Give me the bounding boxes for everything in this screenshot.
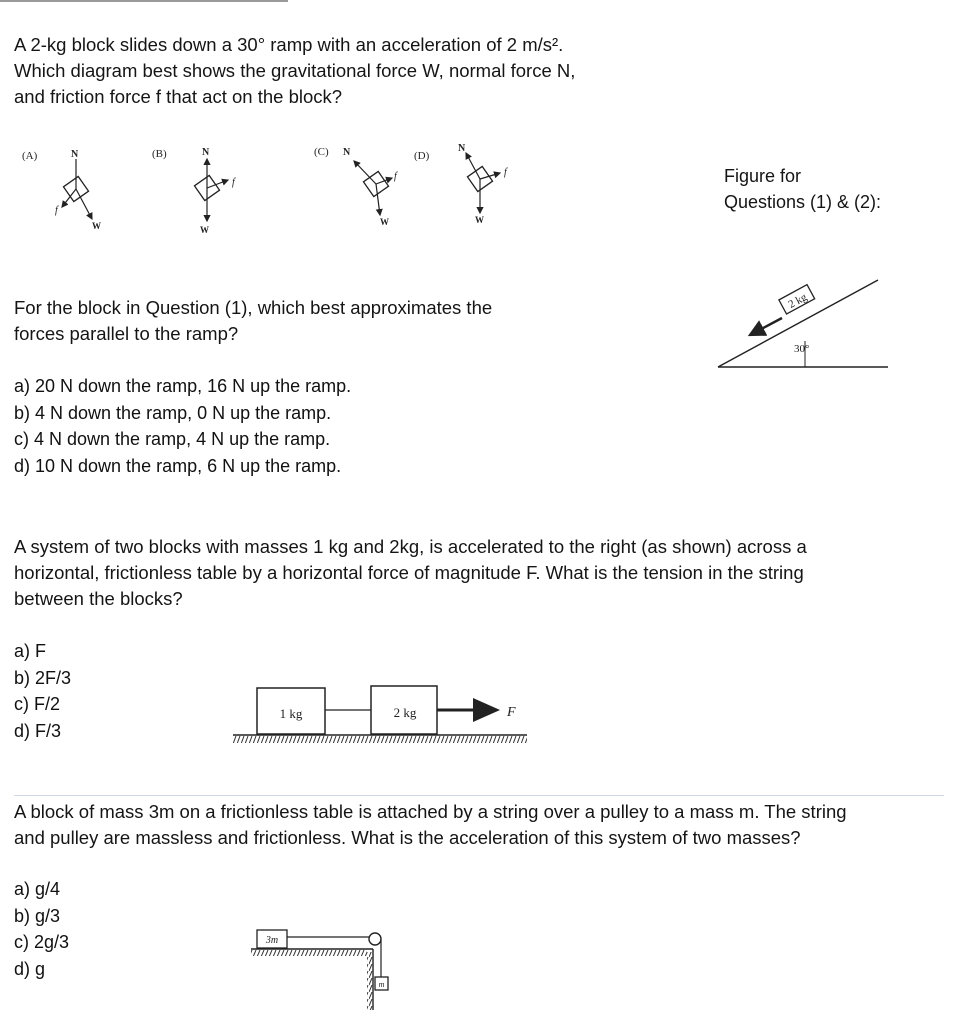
pulley-figure <box>245 922 405 1012</box>
option-b[interactable]: b) g/3 <box>14 905 61 926</box>
question-1-line: and friction force f that act on the block? <box>14 86 343 107</box>
diagram-c-letter: (C) <box>314 146 329 158</box>
ramp-block-mass: 2 kg <box>786 291 810 311</box>
table-hatching <box>251 950 367 956</box>
figure-caption-line: Figure for <box>724 166 802 186</box>
block-3m-label: 3m <box>265 935 279 946</box>
question-2-line: For the block in Question (1), which best approximates the <box>14 297 493 318</box>
option-c[interactable]: c) 2g/3 <box>14 932 70 952</box>
diagram-b-w-label: W <box>200 225 209 235</box>
pulley-wheel <box>369 933 381 945</box>
diagram-c <box>314 146 398 227</box>
option-b[interactable]: b) 4 N down the ramp, 0 N up the ramp. <box>14 402 332 423</box>
question-4-options <box>14 876 69 982</box>
table-hatching <box>233 736 527 743</box>
question-3-options <box>14 638 71 744</box>
question-4 <box>14 799 949 851</box>
diagram-a <box>22 149 101 231</box>
diagram-d <box>414 143 508 225</box>
option-c[interactable]: c) 4 N down the ramp, 4 N up the ramp. <box>14 429 331 449</box>
block-2kg-label: 2 kg <box>393 705 417 720</box>
question-4-line: A block of mass 3m on a frictionless table is attached by a string over a pulley to a mass m. The string <box>14 801 847 822</box>
ramp-acceleration-arrow <box>750 318 782 335</box>
diagram-d-w-label: W <box>475 215 484 225</box>
option-d[interactable]: d) g <box>14 958 46 979</box>
question-3-line: between the blocks? <box>14 588 183 609</box>
option-a[interactable]: a) F <box>14 641 47 661</box>
diagram-b-n-label: N <box>202 147 210 158</box>
two-block-figure <box>225 680 535 750</box>
question-3-line: A system of two blocks with masses 1 kg and 2kg, is accelerated to the right (as shown) across a <box>14 536 807 557</box>
diagram-a-weight-arrow <box>76 189 92 219</box>
question-1-line: A 2-kg block slides down a 30° ramp with an acceleration of 2 m/s². <box>14 34 564 55</box>
question-2-options <box>14 373 351 479</box>
question-2 <box>14 295 634 347</box>
question-2-line: forces parallel to the ramp? <box>14 323 239 344</box>
option-a[interactable]: a) g/4 <box>14 879 61 899</box>
diagram-d-letter: (D) <box>414 150 430 162</box>
question-1-line: Which diagram best shows the gravitational force W, normal force N, <box>14 60 576 81</box>
diagram-d-f-label: f <box>504 167 507 178</box>
question-3-line: horizontal, frictionless table by a horizontal force of magnitude F. What is the tension in the string <box>14 562 804 583</box>
table-leg-hatching <box>367 952 373 1010</box>
option-d[interactable]: d) F/3 <box>14 720 62 741</box>
diagram-a-f-label: f <box>55 205 58 216</box>
diagram-b <box>152 147 236 235</box>
diagram-c-w-label: W <box>380 217 389 227</box>
question-3 <box>14 534 944 612</box>
hanging-block-label: m <box>378 980 385 989</box>
question-4-line: and pulley are massless and frictionless. What is the acceleration of this system of two masses? <box>14 827 801 848</box>
option-d[interactable]: d) 10 N down the ramp, 6 N up the ramp. <box>14 455 342 476</box>
block-1kg-label: 1 kg <box>279 706 303 721</box>
option-b[interactable]: b) 2F/3 <box>14 667 72 688</box>
option-c[interactable]: c) F/2 <box>14 694 61 714</box>
diagram-d-n-label: N <box>458 143 466 154</box>
diagram-c-n-label: N <box>343 147 351 158</box>
option-a[interactable]: a) 20 N down the ramp, 16 N up the ramp. <box>14 376 352 396</box>
diagram-c-weight-arrow <box>376 184 380 215</box>
ramp-angle-label: 30° <box>794 343 810 355</box>
separator <box>14 795 944 796</box>
free-body-diagrams <box>0 135 560 245</box>
question-1 <box>14 32 714 110</box>
figure-caption <box>724 163 881 215</box>
diagram-d-normal-arrow <box>466 153 480 179</box>
diagram-a-friction-arrow <box>62 189 76 207</box>
diagram-b-f-label: f <box>232 177 235 188</box>
applied-force-label: F <box>507 705 516 720</box>
top-rule <box>0 0 288 2</box>
figure-caption-line: Questions (1) & (2): <box>724 192 882 212</box>
diagram-b-letter: (B) <box>152 148 167 160</box>
diagram-c-f-label: f <box>394 171 397 182</box>
diagram-a-w-label: W <box>92 221 101 231</box>
ramp-figure <box>710 275 900 380</box>
diagram-a-letter: (A) <box>22 150 38 162</box>
diagram-a-n-label: N <box>71 149 79 160</box>
